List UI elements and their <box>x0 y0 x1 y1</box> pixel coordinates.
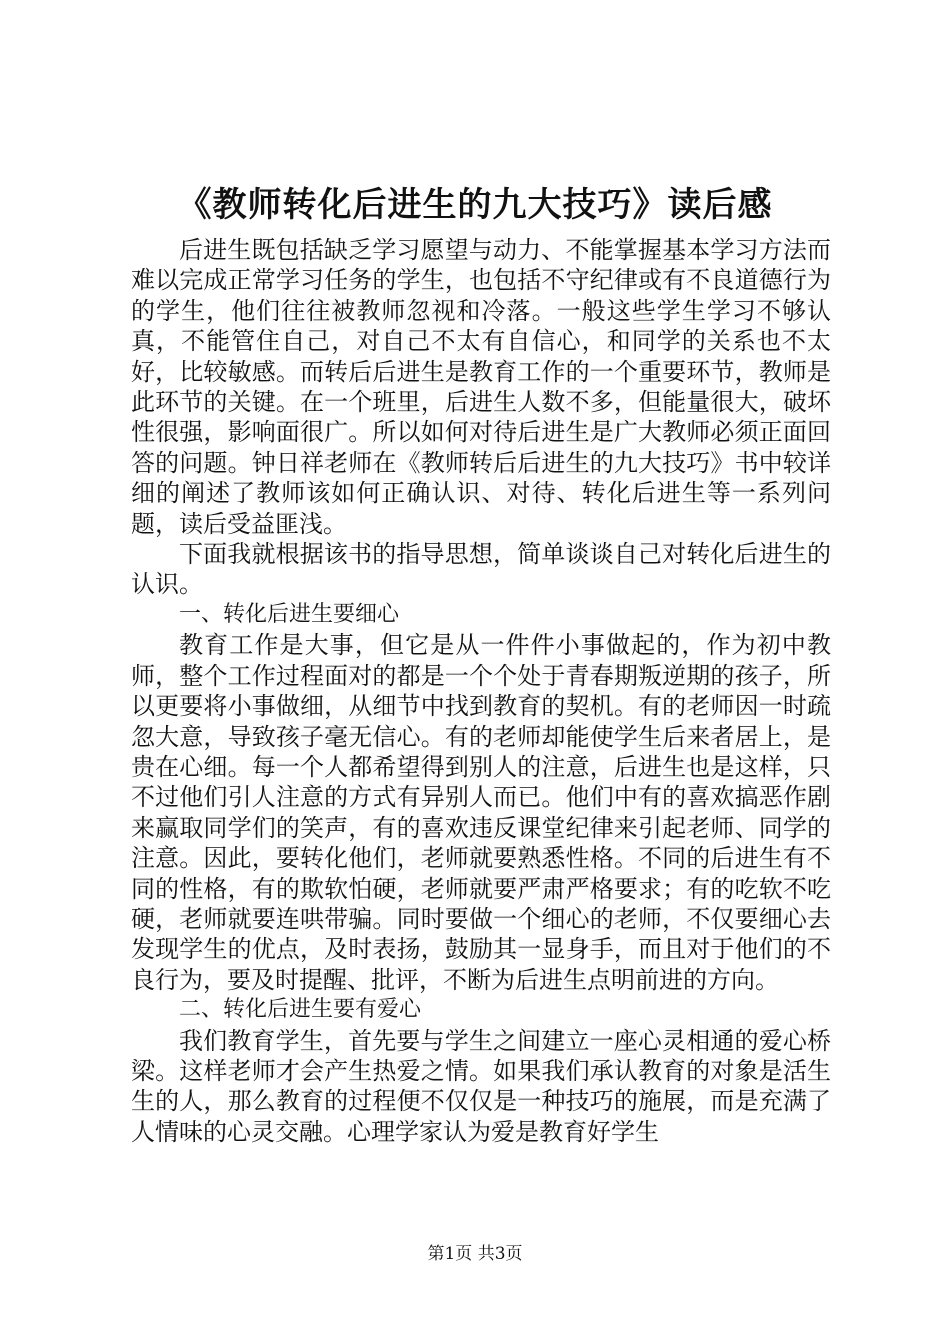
page-total: 共3页 <box>477 1244 523 1264</box>
section-paragraph-1: 教育工作是大事，但它是从一件件小事做起的，作为初中教师，整个工作过程面对的都是一个个处于青春期叛逆期的孩子，所以更要将小事做细，从细节中找到教育的契机。有的老师因一时疏忽大意，导致孩子毫无信心。有的老师却能使学生后来者居上，是贵在心细。每一个人都希望得到别人的注意，后进生也是这样，只不过他们引人注意的方式有异别人而已。他们中有的喜欢搞恶作剧来赢取同学们的笑声，有的喜欢违反课堂纪律来引起老师、同学的注意。因此，要转化他们，老师就要熟悉性格。不同的后进生有不同的性格，有的欺软怕硬，老师就要严肃严格要求；有的吃软不吃硬，老师就要连哄带骗。同时要做一个细心的老师，不仅要细心去发现学生的优点，及时表扬，鼓励其一显身手，而且对于他们的不良行为，要及时提醒、批评，不断为后进生点明前进的方向。 <box>131 631 831 994</box>
section-paragraph-2: 我们教育学生，首先要与学生之间建立一座心灵相通的爱心桥梁。这样老师才会产生热爱之情。如果我们承认教育的对象是活生生的人，那么教育的过程便不仅仅是一种技巧的施展，而是充满了人情味的心灵交融。心理学家认为爱是教育好学生 <box>131 1026 831 1146</box>
document-body <box>131 235 831 1147</box>
section-heading-2: 二、转化后进生要有爱心 <box>179 997 422 1023</box>
intro-paragraph: 后进生既包括缺乏学习愿望与动力、不能掌握基本学习方法而难以完成正常学习任务的学生，也包括不守纪律或有不良道德行为的学生，他们往往被教师忽视和冷落。一般这些学生学习不够认真，不能管住自己，对自己不太有自信心，和同学的关系也不太好，比较敏感。而转后后进生是教育工作的一个重要环节，教师是此环节的关键。在一个班里，后进生人数不多，但能量很大，破坏性很强，影响面很广。所以如何对待后进生是广大教师必须正面回答的问题。钟日祥老师在《教师转后后进生的九大技巧》书中较详细的阐述了教师该如何正确认识、对待、转化后进生等一系列问题，读后受益匪浅。 <box>131 236 831 538</box>
page-footer <box>0 1243 950 1265</box>
section-heading-1: 一、转化后进生要细心 <box>179 601 400 627</box>
document-title: 《教师转化后进生的九大技巧》读后感 <box>177 185 773 225</box>
page-number: 第1页 <box>427 1244 473 1264</box>
intro-paragraph-2: 下面我就根据该书的指导思想，简单谈谈自己对转化后进生的认识。 <box>131 540 831 599</box>
